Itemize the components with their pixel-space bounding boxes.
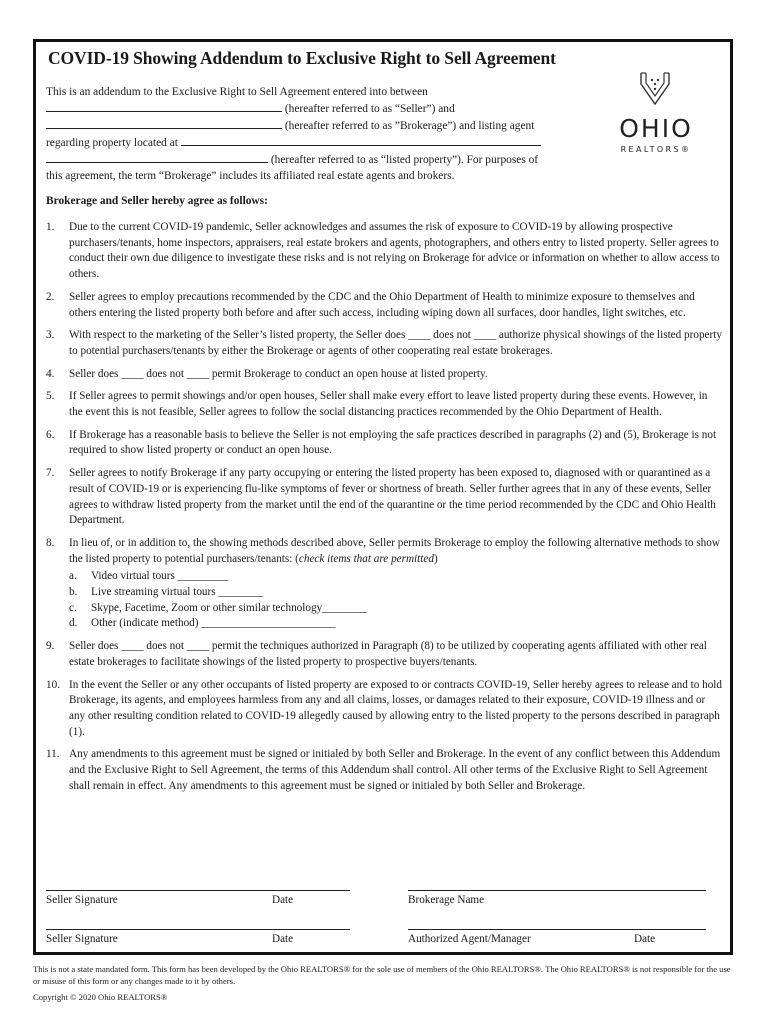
option-letter: c.	[69, 601, 77, 614]
seller-date-label-2: Date	[272, 933, 294, 945]
brokerage-name-line[interactable]	[408, 890, 706, 891]
item-text: With respect to the marketing of the Seller’s listed property, the Seller does ____ does not ____ authorize physical showings of the listed property to potential purchasers/tenants by either the Brokerage or agents of other cooperating real estate brokerages.	[69, 329, 722, 357]
agreement-item-5	[46, 389, 722, 420]
addendum-form	[33, 39, 733, 955]
brokerage-text: (hereafter referred to as ”Brokerage”) and listing agent	[284, 120, 535, 132]
ohio-realtors-emblem-icon	[637, 70, 673, 106]
intro-line-4	[46, 134, 594, 151]
seller-text: (hereafter referred to as “Seller”) and	[284, 103, 455, 115]
listed-text: (hereafter referred to as “listed property”). For purposes of	[270, 154, 539, 166]
item-text: Any amendments to this agreement must be signed or initialed by both Seller and Brokerage. In the event of any conflict between this Addendum and the Exclusive Right to Sell Agreement, the terms of this Addendum shall control. All other terms of the Exclusive Right to Sell Agreement shall remain in effect. Any amendments to this agreement must be signed or initialed by both Seller and Brokerage.	[69, 748, 721, 792]
intro-line-6: this agreement, the term “Brokerage” includes its affiliated real estate agents and brokers.	[46, 170, 455, 182]
logo-subtitle: REALTORS®	[620, 145, 692, 154]
option-text: Video virtual tours _________	[91, 570, 228, 583]
brokerage-name-label: Brokerage Name	[408, 894, 485, 906]
item-text: In lieu of, or in addition to, the showing methods described above, Seller permits Brokerage to employ the following alternative methods to show the listed property to potential purchasers/tenants: (	[69, 536, 720, 565]
method-option-live-stream[interactable]	[69, 585, 722, 601]
intro-line-2	[46, 100, 594, 117]
intro-line-3	[46, 117, 594, 134]
method-option-skype[interactable]	[69, 601, 722, 617]
copyright-notice: Copyright © 2020 Ohio REALTORS®	[33, 992, 168, 1002]
item-text: Seller does ____ does not ____ permit the techniques authorized in Paragraph (8) to be utilized by cooperating agents affiliated with other real estate brokerages to facilitate showings of the listed property to prospective buyers/tenants.	[69, 640, 707, 668]
item-number: 8.	[46, 536, 55, 549]
footer-disclaimer: This is not a state mandated form. This form has been developed by the Ohio REALTORS® for the sole use of members of the Ohio REALTORS®. The Ohio REALTORS® is not responsible for the use or misuse of this form or any changes made to it by others.	[33, 964, 731, 986]
seller-date-label-1: Date	[272, 894, 294, 906]
item-number: 1.	[46, 221, 55, 233]
agent-signature-label: Authorized Agent/Manager	[408, 933, 531, 945]
item-number: 10.	[46, 678, 60, 691]
form-title: COVID-19 Showing Addendum to Exclusive Right to Sell Agreement	[48, 48, 556, 68]
item-number: 5.	[46, 390, 55, 403]
method-option-video[interactable]	[69, 569, 722, 585]
item-number: 2.	[46, 290, 55, 303]
property-address-blank[interactable]	[181, 134, 541, 146]
option-text: Live streaming virtual tours ________	[91, 586, 264, 599]
agreement-item-8	[46, 536, 722, 632]
agent-signature-line[interactable]	[408, 929, 706, 930]
agreement-item-4	[46, 367, 722, 383]
intro-line-1: This is an addendum to the Exclusive Right to Sell Agreement entered into between	[46, 86, 428, 98]
item-number: 9.	[46, 640, 55, 653]
intro-paragraph	[46, 84, 594, 184]
agreement-item-2	[46, 290, 722, 321]
item-text: If Brokerage has a reasonable basis to believe the Seller is not employing the safe practices described in paragraphs (2) and (5), Brokerage is not required to show listed property or conduct an open house.	[69, 428, 717, 457]
agreement-item-10	[46, 678, 722, 741]
agreement-item-9	[46, 639, 722, 670]
agreement-items	[46, 220, 722, 802]
item-text: In the event the Seller or any other occupants of listed property are exposed to or contracts COVID-19, Seller hereby agrees to release and to hold Brokerage, its agents, and employees harmless from any and all claims, losses, or damages related to their exposure, COVID-19 illness and or any other resulting condition related to COVID-19 allegedly caused by allowing entry to the listed property to the persons described in paragraph (1).	[69, 678, 722, 738]
seller-signature-label-2: Seller Signature	[46, 933, 118, 945]
item-text: Seller does ____ does not ____ permit Brokerage to conduct an open house at listed property.	[69, 367, 488, 380]
seller-signature-line-1[interactable]	[46, 890, 350, 891]
agreement-item-6	[46, 428, 722, 459]
logo-wordmark: OHIO	[619, 114, 693, 143]
item-number: 4.	[46, 367, 55, 380]
seller-signature-line-2[interactable]	[46, 929, 350, 930]
signature-block	[36, 880, 736, 960]
item-number: 7.	[46, 467, 55, 480]
seller-signature-label-1: Seller Signature	[46, 894, 118, 906]
item-text: Due to the current COVID-19 pandemic, Seller acknowledges and assumes the risk of exposure to COVID-19 by allowing prospective purchasers/tenants, home inspectors, appraisers, real estate brokers and agents, photographers, and others entry to listed property. Seller agrees to conduct their own due diligence to investigate these risks and is not relying on Brokerage for advice or information on whether to allow access to others.	[69, 221, 720, 281]
item-text: Seller agrees to notify Brokerage if any party occupying or entering the listed property has been exposed to, diagnosed with or quarantined as a result of COVID-19 or is experiencing flu-like symptoms of fever or shortness of breath. Seller further agrees that in any of these events, Seller agrees to withdraw listed property from the market until the end of the quarantine or the time period recommended by the CDC and Ohio Health Department.	[69, 467, 716, 527]
property-text: regarding property located at	[46, 137, 178, 149]
item-number: 3.	[46, 329, 55, 342]
listed-property-blank[interactable]	[46, 151, 268, 163]
item-text: If Seller agrees to permit showings and/or open houses, Seller shall make every effort to leave listed property during these events. However, in the event this is not feasible, Seller agrees to follow the social distancing practices recommended by the Ohio Department of Health.	[69, 390, 708, 419]
item-italic-note: check items that are permitted	[298, 552, 434, 565]
option-text: Other (indicate method) ________________________	[91, 617, 336, 630]
ohio-realtors-logo	[596, 70, 716, 160]
item-number: 6.	[46, 428, 55, 441]
item-text-close: )	[433, 552, 438, 565]
option-letter: a.	[69, 570, 77, 583]
option-text: Skype, Facetime, Zoom or other similar technology________	[91, 601, 367, 614]
agreement-heading: Brokerage and Seller hereby agree as follows:	[46, 195, 268, 207]
item-text: Seller agrees to employ precautions recommended by the CDC and the Ohio Department of Health to minimize exposure to themselves and others entering the listed property both before and after such access, including wiping down all surfaces, door handles, light switches, etc.	[69, 290, 695, 319]
alternative-methods-list	[69, 569, 722, 632]
item-number: 11.	[46, 748, 60, 761]
seller-name-blank[interactable]	[46, 100, 282, 112]
agreement-item-11	[46, 747, 722, 794]
option-letter: d.	[69, 617, 78, 630]
option-letter: b.	[69, 586, 78, 599]
brokerage-name-blank[interactable]	[46, 117, 282, 129]
agent-date-label: Date	[634, 933, 656, 945]
method-option-other[interactable]	[69, 616, 722, 632]
agreement-item-3	[46, 328, 722, 359]
agreement-item-7	[46, 466, 722, 529]
agreement-item-1	[46, 220, 722, 283]
intro-line-5	[46, 151, 594, 168]
